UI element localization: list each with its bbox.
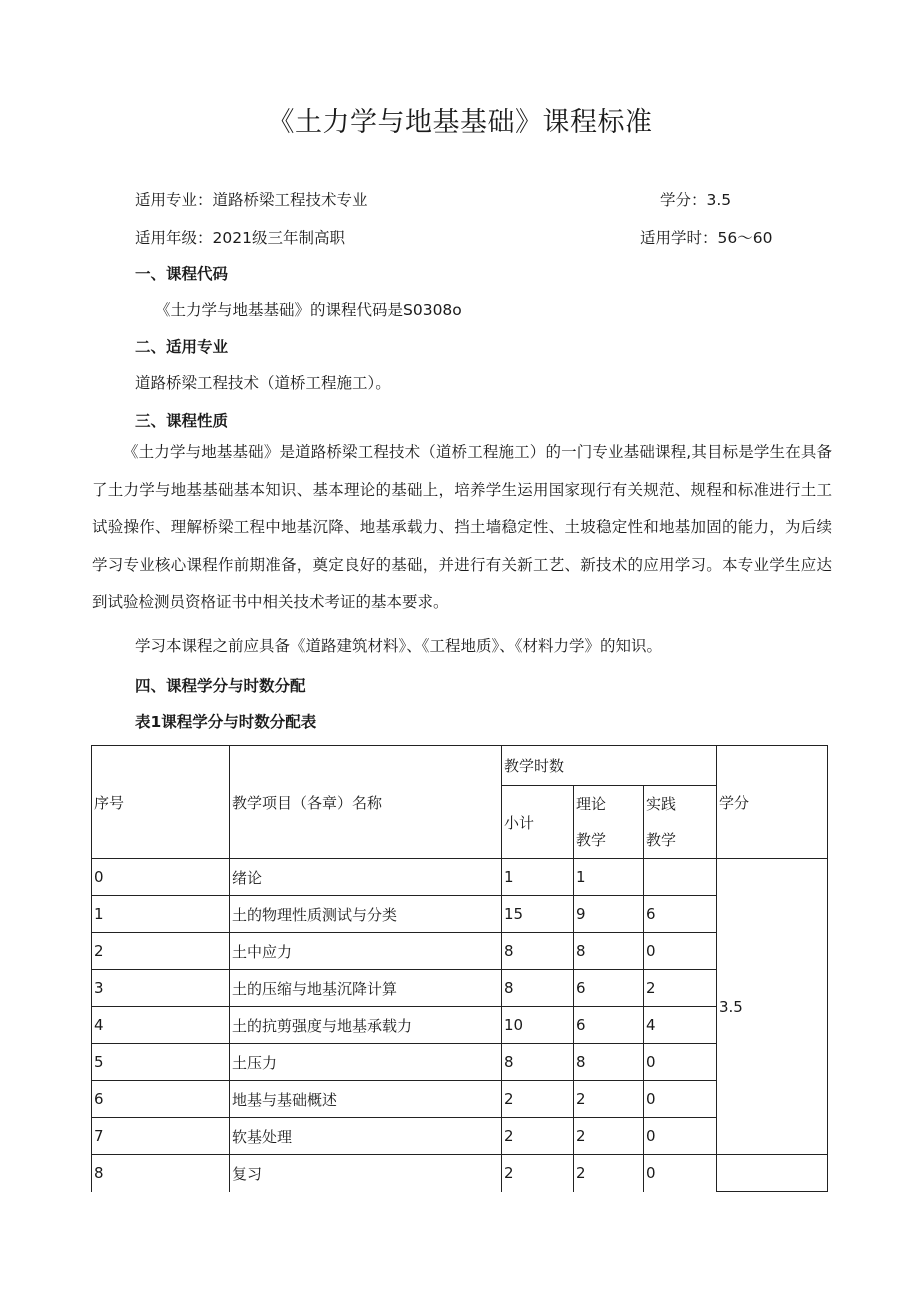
- cell-seq: 5: [92, 1044, 230, 1081]
- header-practice: [644, 786, 717, 859]
- header-hours: 教学时数: [502, 746, 717, 786]
- cell-name: 复习: [230, 1155, 502, 1192]
- cell-name: 软基处理: [230, 1118, 502, 1155]
- cell-subtotal: 2: [502, 1155, 574, 1192]
- cell-practice: [644, 859, 717, 896]
- section-heading-course-code: 一、课程代码: [135, 265, 229, 283]
- section-heading-credit-hours: 四、课程学分与时数分配: [135, 677, 306, 695]
- cell-name: 土的压缩与地基沉降计算: [230, 970, 502, 1007]
- major-text: 道路桥梁工程技术（道桥工程施工）。: [135, 374, 391, 392]
- cell-credit-empty: [717, 1155, 828, 1192]
- cell-name: 土中应力: [230, 933, 502, 970]
- cell-practice: 0: [644, 933, 717, 970]
- cell-practice: 4: [644, 1007, 717, 1044]
- cell-practice: 2: [644, 970, 717, 1007]
- cell-subtotal: 1: [502, 859, 574, 896]
- credit-value: 学分：3.5: [660, 191, 732, 209]
- cell-theory: 8: [574, 933, 644, 970]
- course-nature-paragraph: 《土力学与地基基础》是道路桥梁工程技术（道桥工程施工）的一门专业基础课程,其目标是学生在具备了土力学与地基基础基本知识、基本理论的基础上，培养学生运用国家现行有关规范、规程和标准进行土工试验操作、理解桥梁工程中地基沉降、地基承载力、挡土墙稳定性、土坡稳定性和地基加固的能力，为后续学习专业核心课程作前期准备，奠定良好的基础，并进行有关新工艺、新技术的应用学习。本专业学生应达到试验检测员资格证书中相关技术考证的基本要求。: [92, 443, 832, 611]
- applicable-grade: 适用年级：2021级三年制高职: [135, 229, 345, 247]
- cell-subtotal: 2: [502, 1118, 574, 1155]
- cell-name: 地基与基础概述: [230, 1081, 502, 1118]
- applicable-major: 适用专业：道路桥梁工程技术专业: [135, 191, 368, 209]
- header-theory-line2: 教学: [576, 831, 607, 849]
- table-header-row: [92, 746, 828, 786]
- cell-subtotal: 8: [502, 1044, 574, 1081]
- cell-theory: 9: [574, 896, 644, 933]
- cell-seq: 1: [92, 896, 230, 933]
- prerequisite-paragraph: 学习本课程之前应具备《道路建筑材料》、《工程地质》、《材料力学》的知识。: [135, 637, 663, 655]
- cell-theory: 2: [574, 1118, 644, 1155]
- header-credit: 学分: [717, 746, 828, 859]
- cell-practice: 0: [644, 1044, 717, 1081]
- cell-theory: 6: [574, 1007, 644, 1044]
- cell-subtotal: 8: [502, 970, 574, 1007]
- cell-theory: 8: [574, 1044, 644, 1081]
- cell-subtotal: 10: [502, 1007, 574, 1044]
- cell-seq: 0: [92, 859, 230, 896]
- header-seq: 序号: [92, 746, 230, 859]
- cell-practice: 0: [644, 1155, 717, 1192]
- header-subtotal: 小计: [502, 786, 574, 859]
- cell-seq: 2: [92, 933, 230, 970]
- header-practice-line2: 教学: [646, 831, 677, 849]
- cell-seq: 3: [92, 970, 230, 1007]
- cell-subtotal: 15: [502, 896, 574, 933]
- cell-seq: 4: [92, 1007, 230, 1044]
- cell-theory: 6: [574, 970, 644, 1007]
- cell-name: 土压力: [230, 1044, 502, 1081]
- table-row: [92, 1155, 828, 1192]
- credit-hours-table: [91, 745, 828, 1192]
- course-code-text: 《土力学与地基基础》的课程代码是S0308o: [155, 301, 462, 319]
- cell-name: 土的抗剪强度与地基承载力: [230, 1007, 502, 1044]
- cell-practice: 0: [644, 1081, 717, 1118]
- applicable-hours: 适用学时：56～60: [640, 229, 773, 247]
- header-theory-line1: 理论: [576, 795, 607, 813]
- cell-name: 土的物理性质测试与分类: [230, 896, 502, 933]
- header-practice-line1: 实践: [646, 795, 677, 813]
- cell-subtotal: 8: [502, 933, 574, 970]
- section-heading-major: 二、适用专业: [135, 338, 229, 356]
- cell-practice: 6: [644, 896, 717, 933]
- section-heading-nature: 三、课程性质: [135, 412, 229, 430]
- document-title: 《土力学与地基基础》课程标准: [267, 107, 653, 138]
- cell-seq: 6: [92, 1081, 230, 1118]
- table-caption: 表1课程学分与时数分配表: [135, 713, 317, 731]
- cell-practice: 0: [644, 1118, 717, 1155]
- header-name: 教学项目（各章）名称: [230, 746, 502, 859]
- cell-seq: 7: [92, 1118, 230, 1155]
- cell-subtotal: 2: [502, 1081, 574, 1118]
- cell-theory: 2: [574, 1081, 644, 1118]
- cell-theory: 1: [574, 859, 644, 896]
- cell-name: 绪论: [230, 859, 502, 896]
- cell-credit-merged: 3.5: [717, 859, 828, 1155]
- header-theory: [574, 786, 644, 859]
- cell-seq: 8: [92, 1155, 230, 1192]
- cell-theory: 2: [574, 1155, 644, 1192]
- table-row: [92, 859, 828, 896]
